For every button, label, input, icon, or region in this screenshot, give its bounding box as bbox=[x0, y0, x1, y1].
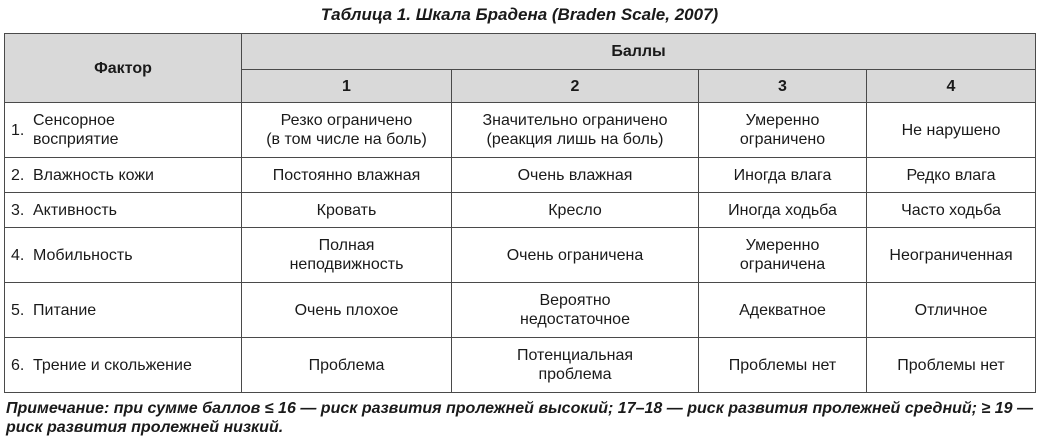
score-2-cell: Очень ограничена bbox=[452, 228, 699, 283]
header-score-3: 3 bbox=[699, 70, 867, 103]
score-2-cell: Потенциальная проблема bbox=[452, 338, 699, 393]
table-row bbox=[5, 338, 1036, 393]
factor-label: Питание bbox=[33, 301, 97, 319]
score-4-cell: Не нарушено bbox=[867, 103, 1036, 158]
table-row bbox=[5, 193, 1036, 228]
table-row bbox=[5, 228, 1036, 283]
table-note: Примечание: при сумме баллов ≤ 16 — риск развития пролежней высокий; 17–18 — риск развития пролежней средний; ≥ 19 — риск развития пролежней низкий. bbox=[6, 400, 1033, 436]
score-1-cell: Кровать bbox=[242, 193, 452, 228]
score-3-cell: Иногда влага bbox=[699, 158, 867, 193]
header-score-4: 4 bbox=[867, 70, 1036, 103]
score-2-cell: Кресло bbox=[452, 193, 699, 228]
factor-label: Влажность кожи bbox=[33, 166, 154, 184]
header-score-2: 2 bbox=[452, 70, 699, 103]
score-3-cell: Проблемы нет bbox=[699, 338, 867, 393]
score-1-cell: Очень плохое bbox=[242, 283, 452, 338]
braden-scale-table bbox=[4, 33, 1036, 393]
score-4-cell: Редко влага bbox=[867, 158, 1036, 193]
factor-label: Мобильность bbox=[33, 246, 133, 264]
score-3-cell: Умеренно ограничено bbox=[699, 103, 867, 158]
factor-cell bbox=[5, 193, 242, 228]
factor-cell bbox=[5, 158, 242, 193]
factor-cell bbox=[5, 338, 242, 393]
score-2-cell: Значительно ограничено (реакция лишь на боль) bbox=[452, 103, 699, 158]
row-number: 3. bbox=[11, 201, 25, 219]
row-number: 5. bbox=[11, 301, 25, 319]
row-number: 4. bbox=[11, 246, 25, 264]
score-2-cell: Очень влажная bbox=[452, 158, 699, 193]
factor-label: Трение и скольжение bbox=[33, 356, 192, 374]
factor-cell bbox=[5, 283, 242, 338]
score-1-cell: Полная неподвижность bbox=[242, 228, 452, 283]
factor-label: Активность bbox=[33, 201, 118, 219]
score-4-cell: Проблемы нет bbox=[867, 338, 1036, 393]
header-score-1: 1 bbox=[242, 70, 452, 103]
factor-cell bbox=[5, 103, 242, 158]
row-number: 1. bbox=[11, 121, 25, 139]
table-caption: Таблица 1. Шкала Брадена (Braden Scale, 2007) bbox=[320, 5, 719, 24]
score-3-cell: Умеренно ограничена bbox=[699, 228, 867, 283]
score-4-cell: Часто ходьба bbox=[867, 193, 1036, 228]
header-factor: Фактор bbox=[5, 34, 242, 103]
factor-cell bbox=[5, 228, 242, 283]
table-row bbox=[5, 158, 1036, 193]
factor-label: Сенсорное восприятие bbox=[33, 112, 119, 148]
row-number: 2. bbox=[11, 166, 25, 184]
score-1-cell: Проблема bbox=[242, 338, 452, 393]
table-row bbox=[5, 283, 1036, 338]
score-1-cell: Постоянно влажная bbox=[242, 158, 452, 193]
table-row bbox=[5, 103, 1036, 158]
score-2-cell: Вероятно недостаточное bbox=[452, 283, 699, 338]
score-4-cell: Отличное bbox=[867, 283, 1036, 338]
score-1-cell: Резко ограничено (в том числе на боль) bbox=[242, 103, 452, 158]
score-4-cell: Неограниченная bbox=[867, 228, 1036, 283]
score-3-cell: Адекватное bbox=[699, 283, 867, 338]
row-number: 6. bbox=[11, 356, 25, 374]
score-3-cell: Иногда ходьба bbox=[699, 193, 867, 228]
header-scores: Баллы bbox=[242, 34, 1036, 70]
